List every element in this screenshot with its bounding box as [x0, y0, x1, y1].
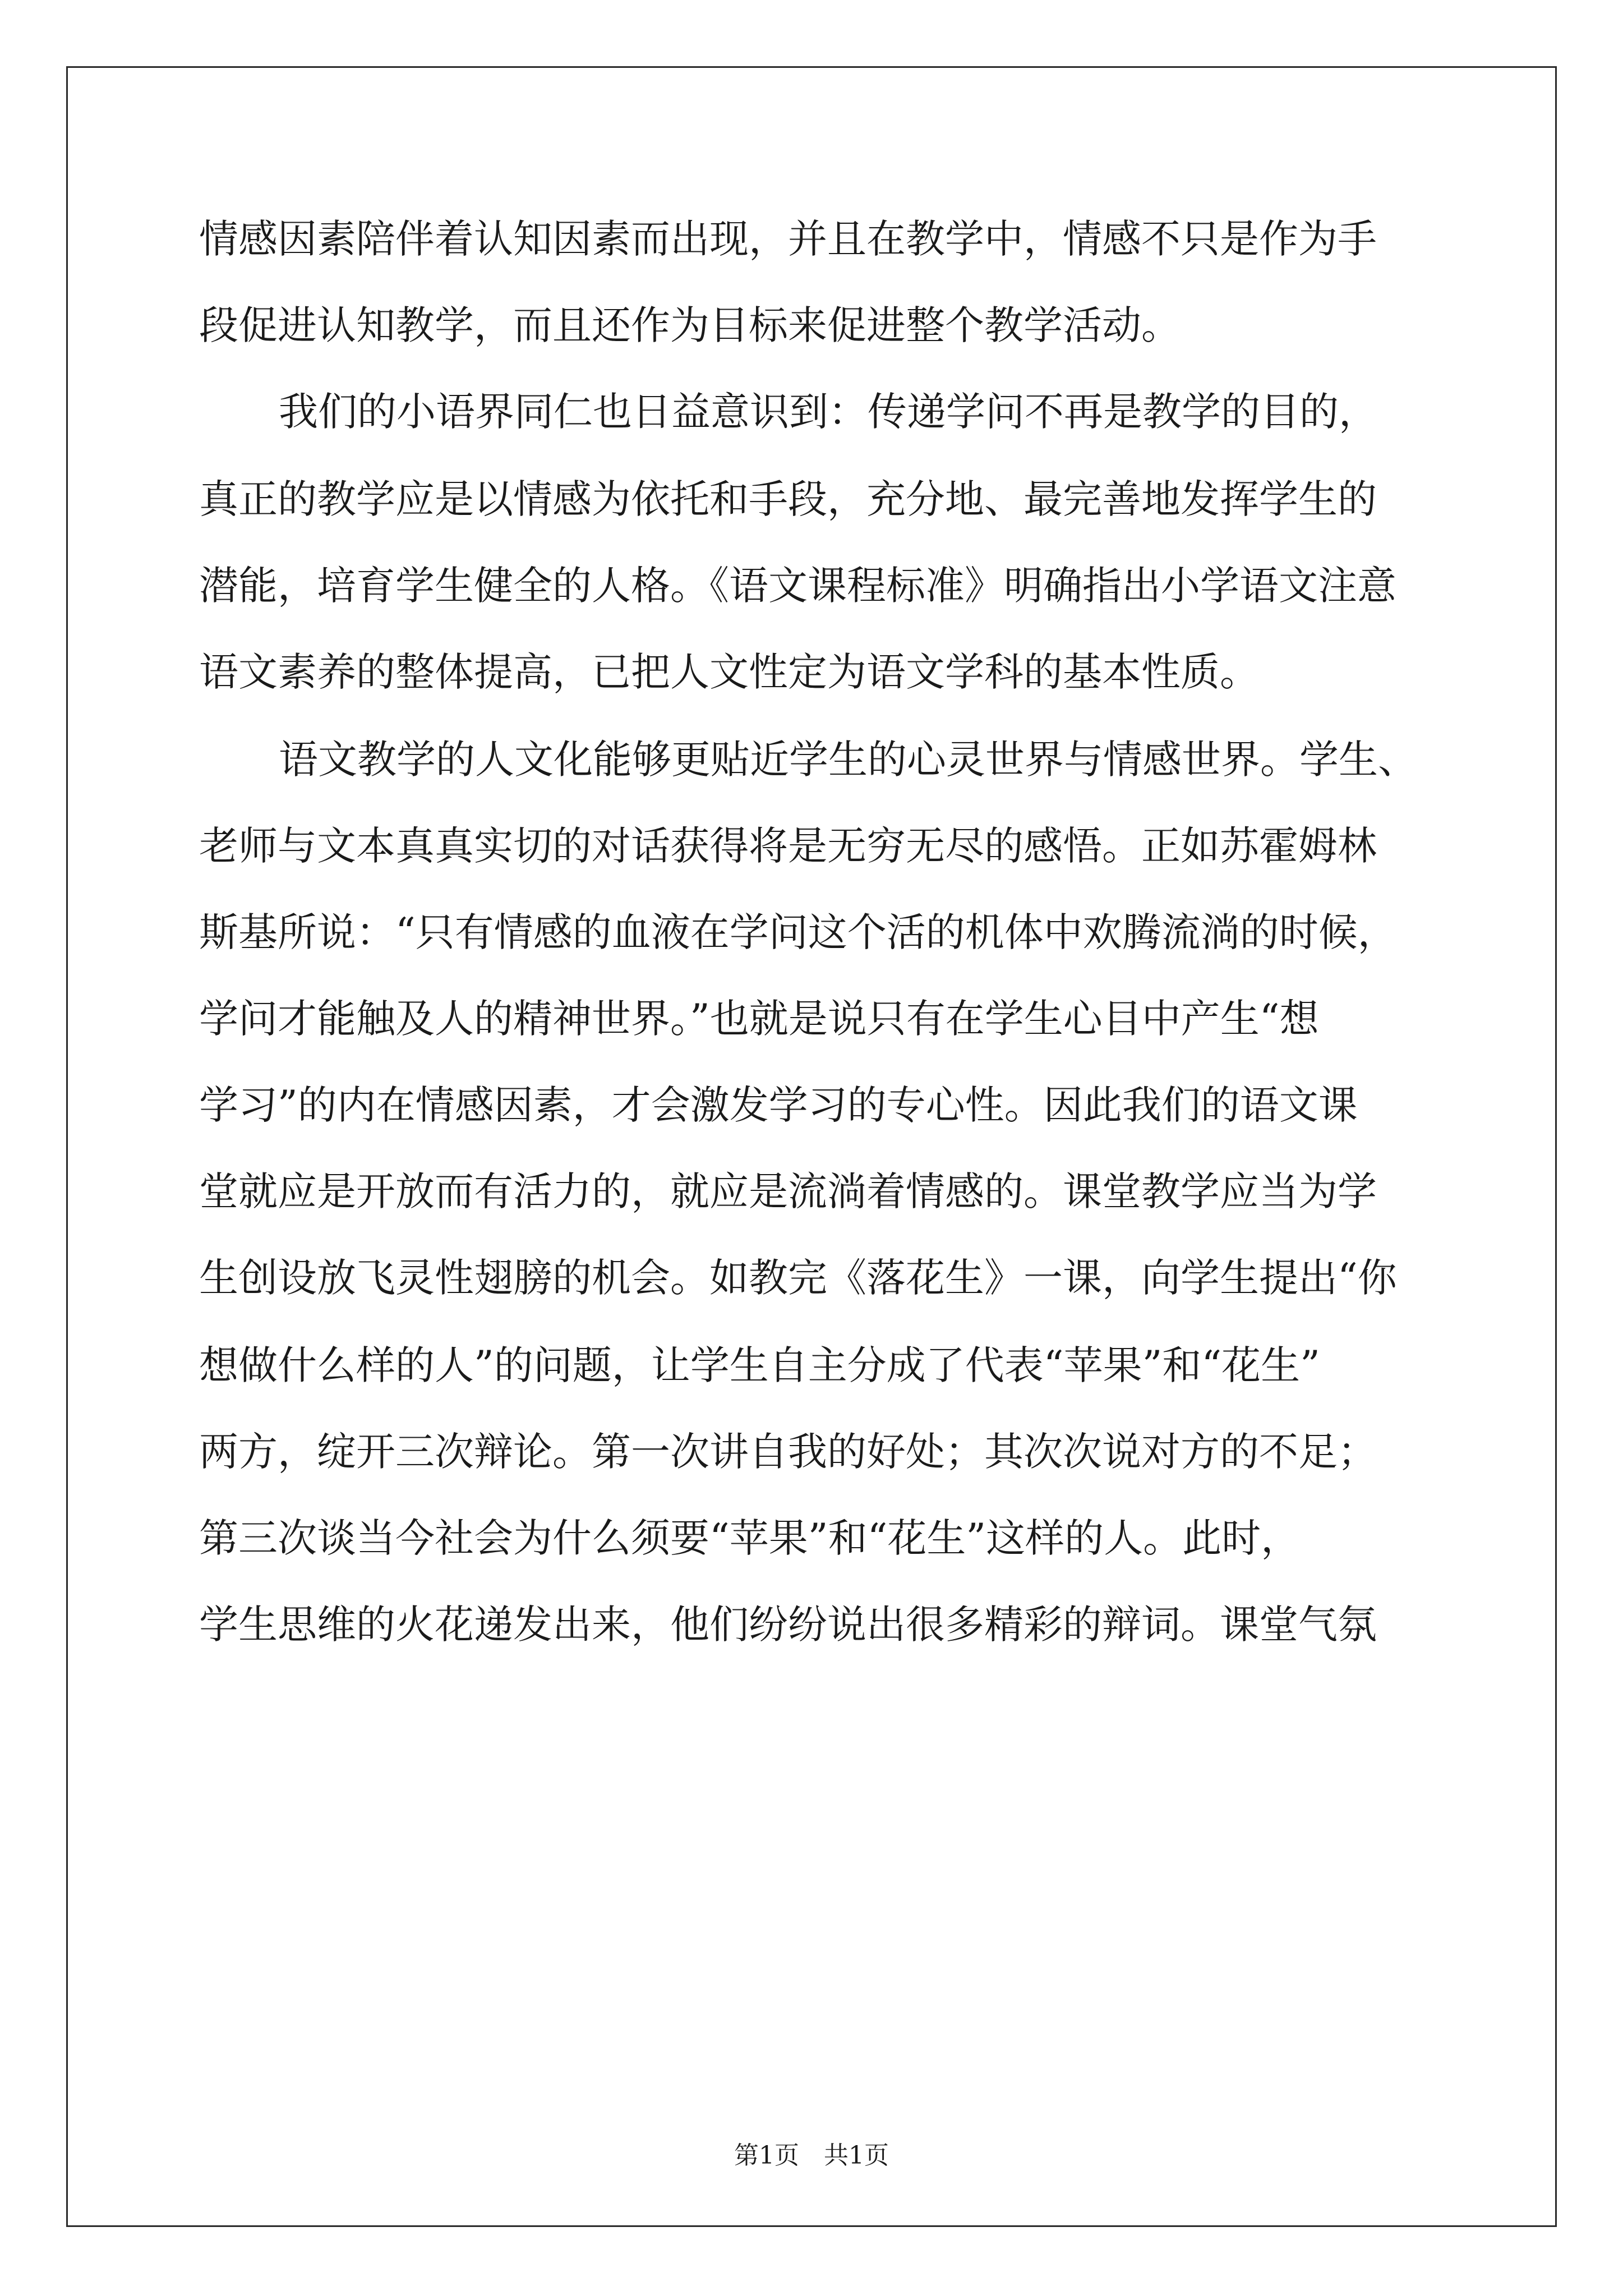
text-line: 学生思维的火花递发出来，他们纷纷说出很多精彩的辩词。课堂气氛	[199, 1602, 1377, 1648]
text-line: 堂就应是开放而有活力的，就应是流淌着情感的。课堂教学应当为学	[199, 1168, 1377, 1214]
text-line: 斯基所说：“只有情感的血液在学问这个活的机体中欢腾流淌的时候，	[199, 909, 1397, 955]
text-line: 想做什么样的人”的问题，让学生自主分成了代表“苹果”和“花生”	[199, 1342, 1320, 1388]
text-line: 两方，绽开三次辩论。第一次讲自我的好处；其次次说对方的不足；	[199, 1429, 1377, 1475]
text-line: 段促进认知教学，而且还作为目标来促进整个教学活动。	[199, 302, 1181, 348]
text-line: 学问才能触及人的精神世界。”也就是说只有在学生心目中产生“想	[199, 996, 1319, 1042]
text-line: 情感因素陪伴着认知因素而出现，并且在教学中，情感不只是作为手	[199, 216, 1377, 262]
text-line: 学习”的内在情感因素，才会激发学习的专心性。因此我们的语文课	[199, 1082, 1358, 1128]
text-line: 第三次谈当今社会为什么须要“苹果”和“花生”这样的人。此时，	[199, 1515, 1301, 1561]
paragraph-start-line: 语文教学的人文化能够更贴近学生的心灵世界与情感世界。学生、	[279, 737, 1417, 783]
text-line: 老师与文本真真实切的对话获得将是无穷无尽的感悟。正如苏霍姆林	[199, 823, 1377, 869]
text-line: 语文素养的整体提高，已把人文性定为语文学科的基本性质。	[199, 649, 1259, 695]
text-line: 潜能，培育学生健全的人格。《语文课程标准》明确指出小学语文注意	[199, 563, 1396, 609]
text-line: 真正的教学应是以情感为依托和手段，充分地、最完善地发挥学生的	[199, 476, 1377, 522]
paragraph-start-line: 我们的小语界同仁也日益意识到：传递学问不再是教学的目的，	[279, 389, 1378, 435]
page-number-footer: 第1页 共1页	[734, 2141, 889, 2170]
text-line: 生创设放飞灵性翅膀的机会。如教完《落花生》一课，向学生提出“你	[199, 1255, 1397, 1301]
